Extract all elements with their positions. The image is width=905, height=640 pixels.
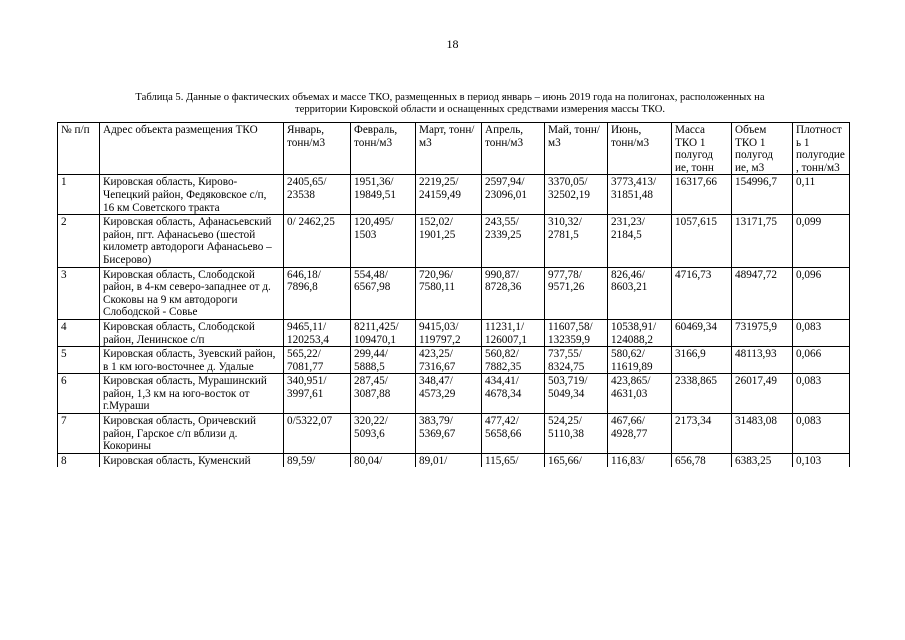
- cell-volume: 48113,93: [732, 347, 793, 374]
- caption-line-1: Таблица 5. Данные о фактических объемах и массе ТКО, размещенных в период январь – июнь 2019 года на полигонах, расположенных на: [135, 92, 765, 103]
- cell-march: 152,02/ 1901,25: [416, 215, 482, 267]
- cell-number: 7: [58, 414, 100, 454]
- cell-january: 646,18/ 7896,8: [284, 267, 351, 319]
- table-row: [58, 453, 850, 467]
- cell-february: 287,45/ 3087,88: [351, 374, 416, 414]
- cell-may: 503,719/ 5049,34: [545, 374, 608, 414]
- cell-january: 9465,11/ 120253,4: [284, 319, 351, 346]
- header-cell-address: Адрес объекта размещения ТКО: [100, 123, 284, 175]
- table-row: [58, 414, 850, 454]
- cell-volume: 13171,75: [732, 215, 793, 267]
- cell-mass: 1057,615: [672, 215, 732, 267]
- cell-march: 9415,03/ 119797,2: [416, 319, 482, 346]
- cell-number: 2: [58, 215, 100, 267]
- cell-mass: 16317,66: [672, 175, 732, 215]
- cell-march: 89,01/: [416, 453, 482, 467]
- cell-february: 120,495/ 1503: [351, 215, 416, 267]
- cell-may: 524,25/ 5110,38: [545, 414, 608, 454]
- cell-january: 2405,65/ 23538: [284, 175, 351, 215]
- cell-volume: 731975,9: [732, 319, 793, 346]
- cell-volume: 6383,25: [732, 453, 793, 467]
- header-cell-april: Апрель, тонн/м3: [482, 123, 545, 175]
- table-row: [58, 175, 850, 215]
- header-cell-june: Июнь, тонн/м3: [608, 123, 672, 175]
- cell-density: 0,083: [793, 414, 850, 454]
- cell-address: Кировская область, Афанасьевский район, пгт. Афанасьево (шестой километр автодороги Афанасьево – Бисерово): [100, 215, 284, 267]
- table-header-row: [58, 123, 850, 175]
- cell-mass: 2173,34: [672, 414, 732, 454]
- cell-number: 1: [58, 175, 100, 215]
- cell-density: 0,11: [793, 175, 850, 215]
- cell-volume: 154996,7: [732, 175, 793, 215]
- header-cell-mass: Масса ТКО 1 полугод ие, тонн: [672, 123, 732, 175]
- cell-january: 89,59/: [284, 453, 351, 467]
- header-cell-number: № п/п: [58, 123, 100, 175]
- cell-april: 434,41/ 4678,34: [482, 374, 545, 414]
- header-cell-volume: Объем ТКО 1 полугод ие, м3: [732, 123, 793, 175]
- cell-february: 8211,425/ 109470,1: [351, 319, 416, 346]
- header-cell-may: Май, тонн/м3: [545, 123, 608, 175]
- cell-march: 720,96/ 7580,11: [416, 267, 482, 319]
- cell-june: 423,865/ 4631,03: [608, 374, 672, 414]
- cell-may: 737,55/ 8324,75: [545, 347, 608, 374]
- cell-june: 116,83/: [608, 453, 672, 467]
- cell-april: 115,65/: [482, 453, 545, 467]
- table-row: [58, 374, 850, 414]
- cell-january: 0/5322,07: [284, 414, 351, 454]
- cell-address: Кировская область, Куменский: [100, 453, 284, 467]
- cell-february: 1951,36/ 19849,51: [351, 175, 416, 215]
- cell-density: 0,099: [793, 215, 850, 267]
- cell-march: 2219,25/ 24159,49: [416, 175, 482, 215]
- cell-june: 467,66/ 4928,77: [608, 414, 672, 454]
- cell-number: 6: [58, 374, 100, 414]
- cell-february: 299,44/ 5888,5: [351, 347, 416, 374]
- cell-february: 80,04/: [351, 453, 416, 467]
- cell-may: 11607,58/ 132359,9: [545, 319, 608, 346]
- cell-january: 0/ 2462,25: [284, 215, 351, 267]
- table-row: [58, 267, 850, 319]
- header-cell-february: Февраль, тонн/м3: [351, 123, 416, 175]
- page-number: 18: [446, 37, 459, 51]
- header-cell-density: Плотность 1 полугодие, тонн/м3: [793, 123, 850, 175]
- cell-density: 0,083: [793, 374, 850, 414]
- cell-april: 11231,1/ 126007,1: [482, 319, 545, 346]
- cell-address: Кировская область, Слободской район, в 4-км северо-западнее от д. Скоковы на 9 км автодороги Слободской - Совье: [100, 267, 284, 319]
- table-row: [58, 319, 850, 346]
- header-cell-january: Январь, тонн/м3: [284, 123, 351, 175]
- cell-volume: 31483,08: [732, 414, 793, 454]
- cell-march: 348,47/ 4573,29: [416, 374, 482, 414]
- caption-line-2: территории Кировской области и оснащенных средствами измерения массы ТКО.: [295, 104, 666, 115]
- cell-volume: 48947,72: [732, 267, 793, 319]
- cell-mass: 60469,34: [672, 319, 732, 346]
- table-row: [58, 215, 850, 267]
- cell-address: Кировская область, Оричевский район, Гарское с/п вблизи д. Кокорины: [100, 414, 284, 454]
- table-caption: [60, 92, 840, 116]
- cell-june: 231,23/ 2184,5: [608, 215, 672, 267]
- cell-april: 477,42/ 5658,66: [482, 414, 545, 454]
- cell-april: 560,82/ 7882,35: [482, 347, 545, 374]
- cell-number: 5: [58, 347, 100, 374]
- cell-address: Кировская область, Слободской район, Ленинское с/п: [100, 319, 284, 346]
- cell-april: 243,55/ 2339,25: [482, 215, 545, 267]
- cell-june: 580,62/ 11619,89: [608, 347, 672, 374]
- cell-number: 3: [58, 267, 100, 319]
- cell-may: 165,66/: [545, 453, 608, 467]
- cell-february: 554,48/ 6567,98: [351, 267, 416, 319]
- cell-density: 0,096: [793, 267, 850, 319]
- cell-may: 3370,05/ 32502,19: [545, 175, 608, 215]
- cell-june: 3773,413/ 31851,48: [608, 175, 672, 215]
- header-cell-march: Март, тонн/м3: [416, 123, 482, 175]
- cell-february: 320,22/ 5093,6: [351, 414, 416, 454]
- cell-address: Кировская область, Кирово-Чепецкий район, Федяковское с/п, 16 км Советского тракта: [100, 175, 284, 215]
- cell-volume: 26017,49: [732, 374, 793, 414]
- cell-january: 340,951/ 3997,61: [284, 374, 351, 414]
- tko-data-table: [57, 122, 850, 467]
- cell-march: 423,25/ 7316,67: [416, 347, 482, 374]
- cell-june: 10538,91/ 124088,2: [608, 319, 672, 346]
- cell-april: 990,87/ 8728,36: [482, 267, 545, 319]
- cell-january: 565,22/ 7081,77: [284, 347, 351, 374]
- cell-density: 0,103: [793, 453, 850, 467]
- cell-march: 383,79/ 5369,67: [416, 414, 482, 454]
- cell-density: 0,066: [793, 347, 850, 374]
- cell-number: 4: [58, 319, 100, 346]
- cell-mass: 3166,9: [672, 347, 732, 374]
- cell-mass: 656,78: [672, 453, 732, 467]
- cell-density: 0,083: [793, 319, 850, 346]
- cell-mass: 2338,865: [672, 374, 732, 414]
- cell-address: Кировская область, Мурашинский район, 1,3 км на юго-восток от г.Мураши: [100, 374, 284, 414]
- cell-june: 826,46/ 8603,21: [608, 267, 672, 319]
- cell-april: 2597,94/ 23096,01: [482, 175, 545, 215]
- cell-may: 977,78/ 9571,26: [545, 267, 608, 319]
- cell-mass: 4716,73: [672, 267, 732, 319]
- table-row: [58, 347, 850, 374]
- cell-address: Кировская область, Зуевский район, в 1 км юго-восточнее д. Удалые: [100, 347, 284, 374]
- cell-number: 8: [58, 453, 100, 467]
- cell-may: 310,32/ 2781,5: [545, 215, 608, 267]
